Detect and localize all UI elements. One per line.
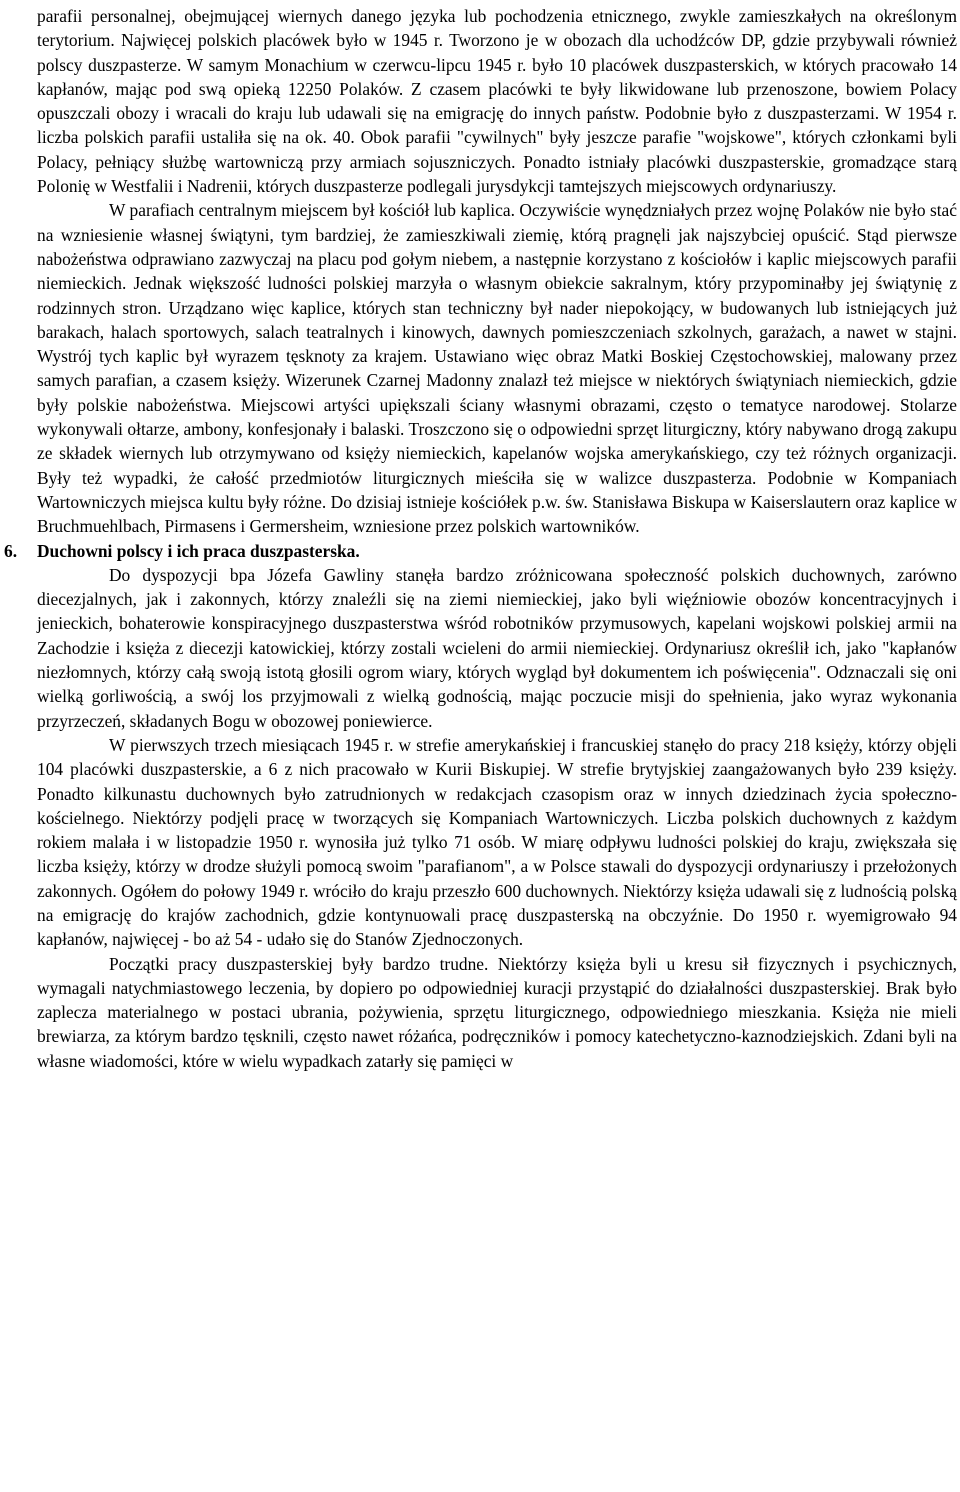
section-number: 6. — [4, 540, 18, 561]
paragraph-parafie-personalne: parafii personalnej, obejmującej wiernych danego języka lub pochodzenia etnicznego, zwykle zamieszkałych na określonym terytorium. Najwięcej polskich placówek było w 1945 r. Tworzono je w obozach dla uchodźców DP, gdzie przybywali również polscy duszpasterze. W samym Monachium w czerwcu-lipcu 1945 r. było 10 placówek duszpasterskich, w których pracowało 14 kapłanów, mając pod swą opieką 12250 Polaków. Z czasem placówki te były likwidowane lub przenoszone, bowiem Polacy opuszczali obozy i wracali do kraju lub udawali się na emigrację do innych państw. Podobnie było z duszpasterzami. W 1954 r. liczba polskich parafii ustaliła się na ok. 40. Obok parafii "cywilnych" były jeszcze parafie "wojskowe", których członkami byli Polacy, pełniący służbę wartowniczą przy armiach sojuszniczych. Ponadto istniały placówki duszpasterskie, gromadzące starą Polonię w Westfalii i Nadrenii, których duszpasterze podlegali jurysdykcji tamtejszych miejscowych ordynariuszy. — [37, 6, 957, 197]
paragraph-spolecznosc-duchownych: Do dyspozycji bpa Józefa Gawliny stanęła bardzo zróżnicowana społeczność polskich duchownych, zarówno diecezjalnych, jak i zakonnych, którzy znaleźli się na ziemi niemieckiej, jako byli więźniowie obozów koncentracyjnych i jenieckich, bohaterowie konspiracyjnego duszpasterstwa wśród robotników przymusowych, kapelani wojskowi polskiej armii na Zachodzie i księża z diecezji katowickiej, którzy zostali wcieleni do armii niemieckiej. Ordynariusz określił ich, jako "kapłanów niezłomnych, którzy całą swoją istotą głosili ogrom wiary, których wygląd był dokumentem ich poświęcenia". Odznaczali się oni wielką gorliwością, a swój los przyjmowali z wielką godnością, mając poczucie misji do spełnienia, jako wyraz wykonania przyrzeczeń, składanych Bogu w obozowej poniewierce. — [37, 564, 957, 731]
section-title: Duchowni polscy i ich praca duszpasterska. — [37, 540, 360, 561]
section-heading — [4, 539, 957, 563]
paragraph-liczba-ksiezy: W pierwszych trzech miesiącach 1945 r. w strefie amerykańskiej i francuskiej stanęło do pracy 218 księży, którzy objęli 104 placówki duszpasterskie, a 6 z nich pracowało w Kurii Biskupiej. W strefie brytyjskiej zaangażowanych było 239 księży. Ponadto kilkunastu duchownych było zatrudnionych w redakcjach czasopism oraz w innych dziedzinach życia społeczno-kościelnego. Niektórzy podjęli pracę w tworzących się Kompaniach Wartowniczych. Liczba polskich duchownych z każdym rokiem malała i w listopadzie 1950 r. wynosiła już tylko 71 osób. W miarę odpływu ludności polskiej do kraju, zwiększała się liczba księży, którzy w drodze służyli pomocą swoim "parafianom", a w Polsce stawali do dyspozycji ordynariuszy i przełożonych zakonnych. Ogółem do połowy 1949 r. wróciło do kraju przeszło 600 duchownych. Niektórzy księża udawali się z ludnością polską na emigrację do krajów zachodnich, gdzie kontynuowali pracę duszpasterską na obczyźnie. Do 1950 r. wyemigrowało 94 kapłanów, najwięcej - bo aż 54 - udało się do Stanów Zjednoczonych. — [37, 734, 957, 950]
document-page — [4, 4, 957, 1073]
paragraph-poczatki-pracy: Początki pracy duszpasterskiej były bardzo trudne. Niektórzy księża byli u kresu sił fizycznych i psychicznych, wymagali natychmiastowego leczenia, by dopiero po odpowiedniej kuracji przystąpić do działalności duszpasterskiej. Brak było zaplecza materialnego w postaci ubrania, pożywienia, sprzętu liturgicznego, odpowiedniego mieszkania. Księża nie mieli brewiarza, za którym bardzo tęsknili, często nawet różańca, podręczników i pomocy katechetyczno-kaznodziejskich. Zdani byli na własne wiadomości, które w wielu wypadkach zatarły się pamięci w — [37, 953, 957, 1071]
paragraph-kosciol-kaplica: W parafiach centralnym miejscem był kościół lub kaplica. Oczywiście wynędzniałych przez wojnę Polaków nie było stać na wzniesienie własnej świątyni, tym bardziej, że zamieszkiwali ziemię, którą pragnęli jak najszybciej opuścić. Stąd pierwsze nabożeństwa odprawiano zazwyczaj na placu pod gołym niebem, a następnie korzystano z kościołów i kaplic miejscowych parafii niemieckich. Jednak większość ludności polskiej marzyła o własnym obiekcie sakralnym, który przypominałby jej świątynię z rodzinnych stron. Urządzano więc kaplice, których stan techniczny był nader niepokojący, w budowanych lub istniejących już barakach, halach sportowych, salach teatralnych i kinowych, dawnych pomieszczeniach szkolnych, garażach, a nawet w stajni. Wystrój tych kaplic był wyrazem tęsknoty za krajem. Ustawiano więc obraz Matki Boskiej Częstochowskiej, malowany przez samych parafian, a czasem księży. Wizerunek Czarnej Madonny znalazł też miejsce w niektórych świątyniach niemieckich, gdzie były polskie nabożeństwa. Miejscowi artyści upiększali ściany własnymi obrazami, często o tematyce narodowej. Stolarze wykonywali ołtarze, ambony, konfesjonały i balaski. Troszczono się o odpowiedni sprzęt liturgiczny, który nabywano drogą zakupu ze składek wiernych lub otrzymywano od księży niemieckich, kapelanów wojska amerykańskiego, czy też różnych organizacji. Były też wypadki, że całość przedmiotów liturgicznych mieściła się w walizce duszpasterza. Podobnie w Kompaniach Wartowniczych miejsca kultu były różne. Do dzisiaj istnieje kościółek p.w. św. Stanisława Biskupa w Kaiserslautern oraz kaplice w Bruchmuehlbach, Pirmasens i Germersheim, wzniesione przez polskich wartowników. — [37, 200, 957, 537]
